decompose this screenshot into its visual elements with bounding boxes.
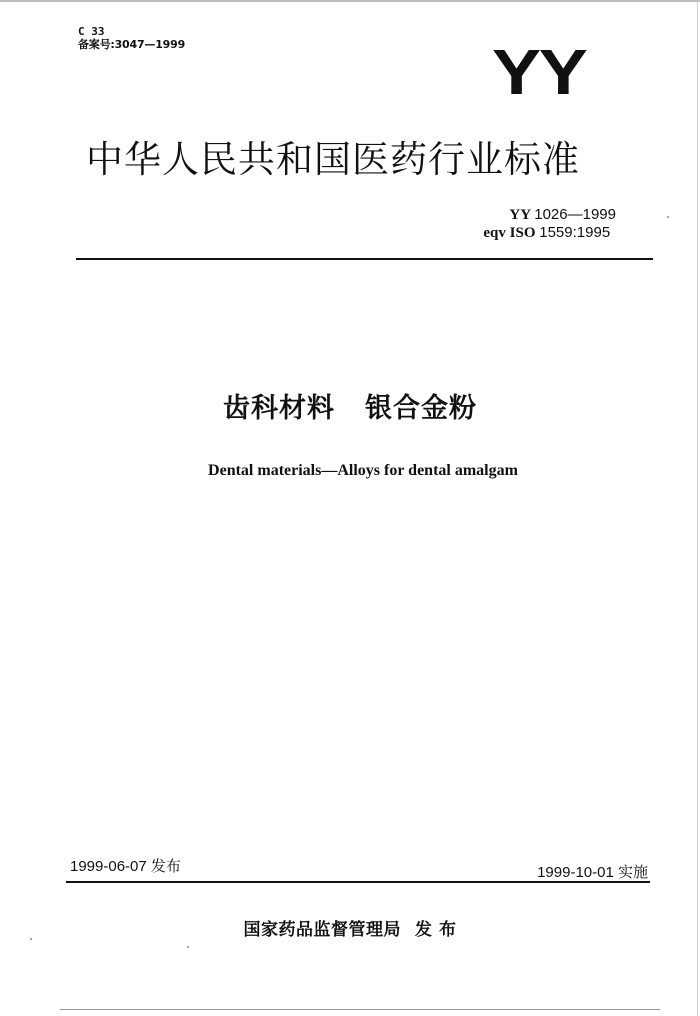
footer-divider	[66, 881, 650, 883]
issue-date: 1999-06-07 发布	[70, 858, 181, 875]
scan-edge-right	[697, 0, 698, 1016]
record-number: 备案号:3047—1999	[78, 38, 186, 51]
title-chinese-part1: 齿科材料	[223, 393, 335, 424]
scan-edge-bottom	[60, 1009, 660, 1010]
title-chinese-part2: 银合金粉	[365, 393, 477, 424]
publisher	[0, 919, 700, 941]
header-divider	[76, 258, 653, 260]
classification-code: C 33	[78, 25, 105, 38]
standard-class-heading: 中华人民共和国医药行业标准	[86, 138, 580, 181]
implementation-date: 1999-10-01 实施	[537, 864, 648, 881]
publisher-name: 国家药品监督管理局	[243, 920, 402, 940]
title-english: Dental materials—Alloys for dental amalgam	[208, 462, 518, 479]
scan-speck	[187, 946, 189, 948]
equivalence-number: 1559:1995	[539, 224, 611, 241]
equivalence-prefix: eqv ISO	[483, 225, 536, 241]
standard-code-block	[483, 206, 616, 242]
scan-speck	[30, 938, 32, 940]
publisher-action: 发 布	[415, 920, 457, 940]
title-chinese	[0, 393, 700, 425]
standard-code	[483, 206, 616, 224]
scan-speck	[667, 216, 669, 218]
standard-number: 1026—1999	[534, 206, 616, 223]
yy-logo: YY	[492, 36, 586, 108]
scan-edge-top	[0, 0, 700, 2]
standard-prefix: YY	[509, 207, 531, 223]
equivalence-code	[483, 224, 616, 242]
